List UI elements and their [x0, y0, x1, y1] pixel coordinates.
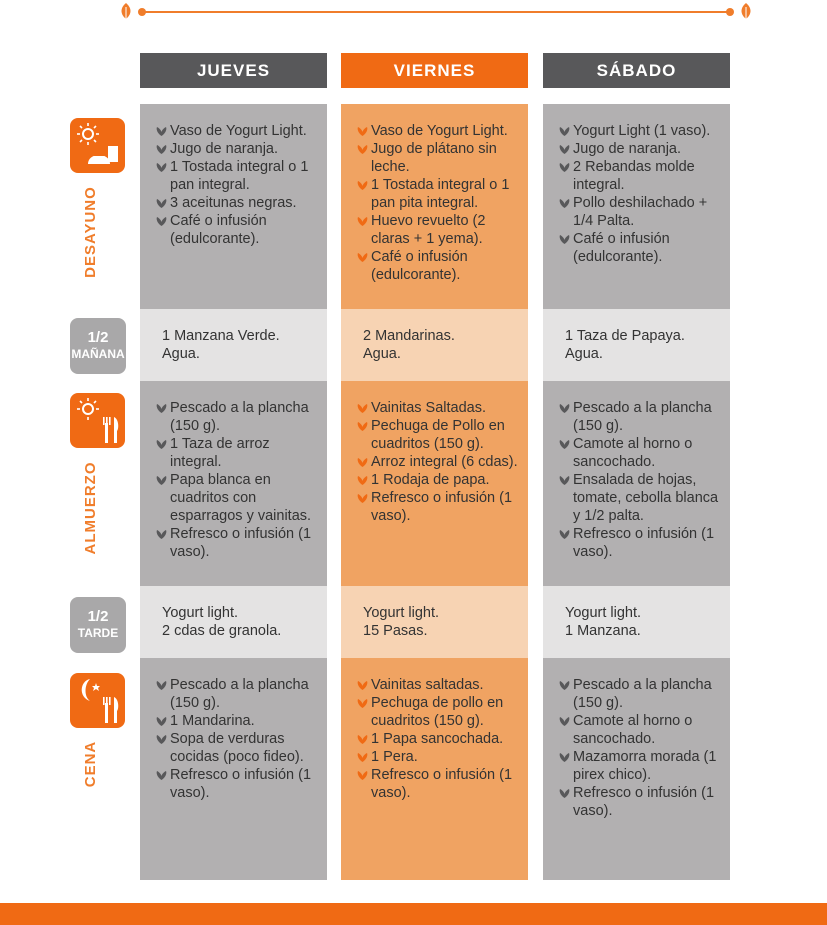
- menu-item: Café o infusión (edulcorante).: [357, 248, 520, 284]
- snack-item: 15 Pasas.: [363, 623, 428, 639]
- leaf-bullet-icon: [559, 234, 570, 244]
- menu-item: Sopa de verduras cocidas (poco fideo).: [156, 730, 319, 766]
- leaf-bullet-icon: [357, 493, 368, 503]
- leaf-bullet-icon: [156, 216, 167, 226]
- menu-item: 1 Papa sancochada.: [357, 730, 520, 748]
- menu-item: Pescado a la plancha (150 g).: [156, 399, 319, 435]
- menu-item: Refresco o infusión (1 vaso).: [156, 766, 319, 802]
- menu-item: Refresco o infusión (1 vaso).: [156, 525, 319, 561]
- menu-item: Pollo deshilachado + 1/4 Palta.: [559, 194, 722, 230]
- menu-item: Café o infusión (edulcorante).: [156, 212, 319, 248]
- menu-item: Vainitas saltadas.: [357, 676, 520, 694]
- snack-item: 1 Taza de Papaya.: [565, 328, 685, 344]
- cell-manana-jueves: [140, 309, 327, 381]
- menu-item: Pechuga de Pollo en cuadritos (150 g).: [357, 417, 520, 453]
- leaf-bullet-icon: [156, 162, 167, 172]
- leaf-bullet-icon: [156, 403, 167, 413]
- cell-manana-viernes: [341, 309, 528, 381]
- leaf-bullet-icon: [357, 457, 368, 467]
- menu-item: Jugo de plátano sin leche.: [357, 140, 520, 176]
- menu-item: 1 Rodaja de papa.: [357, 471, 520, 489]
- snack-item: Yogurt light.: [565, 605, 642, 621]
- menu-item: 1 Pera.: [357, 748, 520, 766]
- leaf-bullet-icon: [357, 734, 368, 744]
- menu-item: Yogurt Light (1 vaso).: [559, 122, 722, 140]
- breakfast-icon: [70, 118, 125, 173]
- snack-item: Agua.: [565, 346, 603, 362]
- cell-tarde-jueves: [140, 586, 327, 658]
- leaf-bullet-icon: [559, 403, 570, 413]
- leaf-bullet-icon: [156, 475, 167, 485]
- leaf-bullet-icon: [156, 716, 167, 726]
- leaf-bullet-icon: [559, 475, 570, 485]
- leaf-bullet-icon: [357, 475, 368, 485]
- snack-item: 1 Manzana Verde.: [162, 328, 280, 344]
- menu-item: Pescado a la plancha (150 g).: [559, 399, 722, 435]
- leaf-bullet-icon: [156, 198, 167, 208]
- snack-item: Yogurt light.: [363, 605, 440, 621]
- leaf-bullet-icon: [156, 734, 167, 744]
- leaf-bullet-icon: [559, 126, 570, 136]
- menu-item: Pescado a la plancha (150 g).: [559, 676, 722, 712]
- menu-item: Camote al horno o sancochado.: [559, 712, 722, 748]
- meal-label-almuerzo: ALMUERZO: [82, 461, 99, 555]
- leaf-bullet-icon: [559, 716, 570, 726]
- menu-item: Café o infusión (edulcorante).: [559, 230, 722, 266]
- leaf-bullet-icon: [156, 439, 167, 449]
- menu-item: Refresco o infusión (1 vaso).: [357, 489, 520, 525]
- menu-item: Vaso de Yogurt Light.: [156, 122, 319, 140]
- menu-item: 1 Mandarina.: [156, 712, 319, 730]
- cell-almuerzo-jueves: [140, 381, 327, 586]
- header-jueves: JUEVES: [140, 53, 327, 88]
- leaf-bullet-icon: [357, 680, 368, 690]
- leaf-right-icon: [738, 2, 754, 20]
- cell-tarde-viernes: [341, 586, 528, 658]
- leaf-bullet-icon: [559, 680, 570, 690]
- menu-item: Papa blanca en cuadritos con esparragos y vainitas.: [156, 471, 319, 525]
- cell-desayuno-viernes: [341, 104, 528, 309]
- menu-item: Ensalada de hojas, tomate, cebolla blanca y 1/2 palta.: [559, 471, 722, 525]
- menu-item: 1 Taza de arroz integral.: [156, 435, 319, 471]
- leaf-bullet-icon: [357, 144, 368, 154]
- leaf-bullet-icon: [156, 126, 167, 136]
- menu-item: Refresco o infusión (1 vaso).: [357, 766, 520, 802]
- leaf-left-icon: [118, 2, 134, 20]
- meal-label-desayuno: DESAYUNO: [82, 186, 99, 278]
- leaf-bullet-icon: [357, 216, 368, 226]
- header-sabado: SÁBADO: [543, 53, 730, 88]
- leaf-bullet-icon: [357, 126, 368, 136]
- snack-item: Agua.: [363, 346, 401, 362]
- menu-item: Refresco o infusión (1 vaso).: [559, 525, 722, 561]
- leaf-bullet-icon: [357, 252, 368, 262]
- cell-tarde-sabado: [543, 586, 730, 658]
- snack-item: 2 Mandarinas.: [363, 328, 455, 344]
- cell-desayuno-jueves: [140, 104, 327, 309]
- badge-media-tarde: [70, 597, 126, 653]
- leaf-bullet-icon: [559, 162, 570, 172]
- cell-desayuno-sabado: [543, 104, 730, 309]
- menu-item: Jugo de naranja.: [156, 140, 319, 158]
- leaf-bullet-icon: [357, 752, 368, 762]
- menu-item: Vainitas Saltadas.: [357, 399, 520, 417]
- menu-item: Jugo de naranja.: [559, 140, 722, 158]
- leaf-bullet-icon: [156, 144, 167, 154]
- leaf-bullet-icon: [156, 680, 167, 690]
- badge-num: 1/2: [87, 329, 109, 346]
- badge-word: TARDE: [77, 626, 119, 640]
- snack-item: 2 cdas de granola.: [162, 623, 282, 639]
- header-viernes: VIERNES: [341, 53, 528, 88]
- menu-item: Camote al horno o sancochado.: [559, 435, 722, 471]
- menu-item: Refresco o infusión (1 vaso).: [559, 784, 722, 820]
- lunch-icon: [70, 393, 125, 448]
- cell-manana-sabado: [543, 309, 730, 381]
- badge-num: 1/2: [87, 608, 109, 625]
- footer-bar: [0, 903, 827, 925]
- badge-word: MAÑANA: [71, 347, 125, 361]
- menu-item: Mazamorra morada (1 pirex chico).: [559, 748, 722, 784]
- leaf-bullet-icon: [559, 788, 570, 798]
- leaf-bullet-icon: [559, 752, 570, 762]
- dinner-icon: [70, 673, 125, 728]
- menu-item: 2 Rebandas molde integral.: [559, 158, 722, 194]
- snack-item: 1 Manzana.: [565, 623, 641, 639]
- leaf-bullet-icon: [559, 529, 570, 539]
- menu-item: Pescado a la plancha (150 g).: [156, 676, 319, 712]
- menu-item: Pechuga de pollo en cuadritos (150 g).: [357, 694, 520, 730]
- menu-item: 1 Tostada integral o 1 pan pita integral.: [357, 176, 520, 212]
- leaf-bullet-icon: [357, 403, 368, 413]
- cell-almuerzo-sabado: [543, 381, 730, 586]
- leaf-bullet-icon: [156, 770, 167, 780]
- cell-cena-jueves: [140, 658, 327, 880]
- menu-item: Arroz integral (6 cdas).: [357, 453, 520, 471]
- snack-item: Agua.: [162, 346, 200, 362]
- badge-media-manana: [70, 318, 126, 374]
- leaf-bullet-icon: [559, 198, 570, 208]
- cell-cena-viernes: [341, 658, 528, 880]
- leaf-bullet-icon: [559, 439, 570, 449]
- menu-item: 3 aceitunas negras.: [156, 194, 319, 212]
- meal-label-cena: CENA: [82, 740, 99, 788]
- menu-item: Huevo revuelto (2 claras + 1 yema).: [357, 212, 520, 248]
- snack-item: Yogurt light.: [162, 605, 239, 621]
- cell-cena-sabado: [543, 658, 730, 880]
- leaf-bullet-icon: [357, 698, 368, 708]
- cell-almuerzo-viernes: [341, 381, 528, 586]
- leaf-bullet-icon: [156, 529, 167, 539]
- leaf-bullet-icon: [357, 421, 368, 431]
- menu-item: Vaso de Yogurt Light.: [357, 122, 520, 140]
- leaf-bullet-icon: [357, 770, 368, 780]
- top-divider: [142, 11, 730, 13]
- leaf-bullet-icon: [559, 144, 570, 154]
- menu-item: 1 Tostada integral o 1 pan integral.: [156, 158, 319, 194]
- leaf-bullet-icon: [357, 180, 368, 190]
